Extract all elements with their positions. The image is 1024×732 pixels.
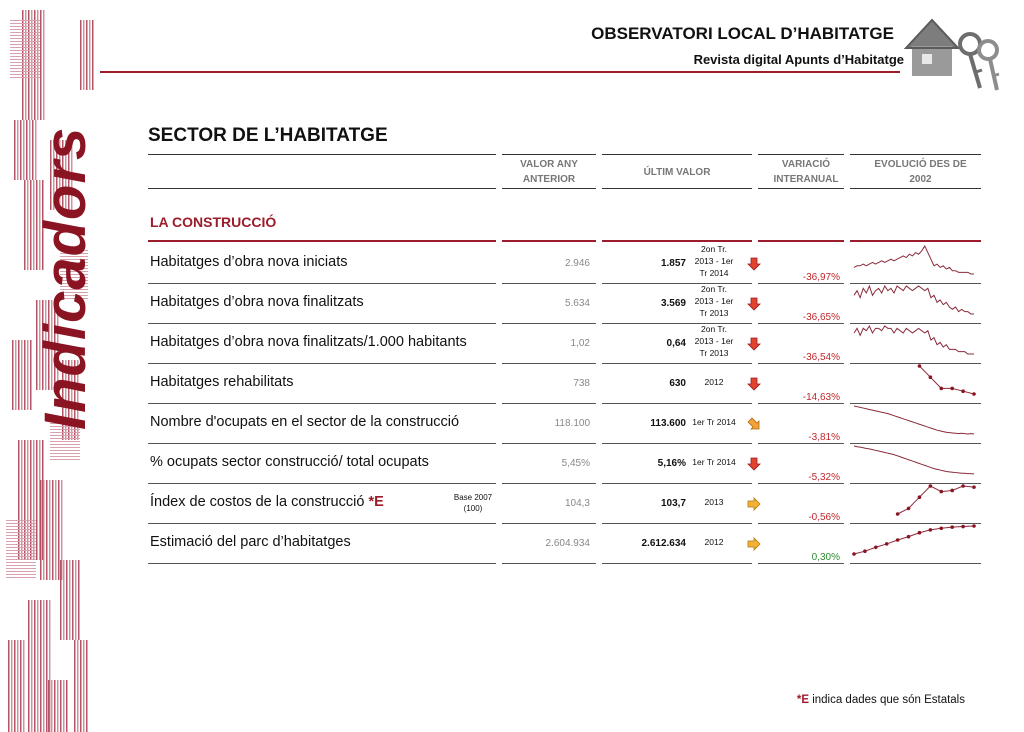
variation-value: -14,63% <box>802 392 840 403</box>
last-value: 0,64 <box>666 338 686 349</box>
row-rule <box>502 483 596 484</box>
row-rule <box>148 283 496 284</box>
prev-value: 2.604.934 <box>545 538 590 549</box>
variation-value: -36,97% <box>802 272 840 283</box>
house-keys-icon <box>900 10 1008 100</box>
period: 2012 <box>704 537 724 547</box>
col-header-variation: VARIACIÓ INTERANUAL <box>773 159 839 185</box>
sparkline-point <box>950 387 954 391</box>
subsection-rule <box>502 240 596 242</box>
row-rule <box>148 403 496 404</box>
row-rule <box>148 483 496 484</box>
row-rule <box>502 403 596 404</box>
col-header-last: ÚLTIM VALOR <box>643 167 711 178</box>
subsection-rule <box>148 240 496 242</box>
row-rule <box>502 323 596 324</box>
sparkline-point <box>939 387 943 391</box>
prev-value: 2.946 <box>564 258 590 269</box>
sparkline-point <box>929 375 933 379</box>
period: 2on Tr. 2013 - 1er Tr 2013 <box>694 324 734 358</box>
prev-value: 5,45% <box>561 458 590 469</box>
variation-value: 0,30% <box>811 552 840 563</box>
header-rule <box>850 154 981 155</box>
header-rule <box>148 188 496 189</box>
row-rule <box>502 563 596 564</box>
footnote: *E indica dades que són Estatals <box>796 694 965 706</box>
row-label: Estimació del parc d’habitatges <box>150 534 351 550</box>
sparkline-line <box>854 286 974 314</box>
row-rule <box>602 443 752 444</box>
row-rule <box>502 523 596 524</box>
subsection-title: LA CONSTRUCCIÓ <box>150 214 277 230</box>
sparkline <box>850 402 978 440</box>
row-rule <box>148 323 496 324</box>
sparkline <box>850 482 978 520</box>
variation-value: -0,56% <box>808 512 840 523</box>
sparkline-point <box>972 524 976 528</box>
sparkline-point <box>907 507 911 511</box>
last-value: 113.600 <box>650 418 686 429</box>
row-label: Habitatges rehabilitats <box>150 374 294 390</box>
row-rule <box>758 563 844 564</box>
header-rule <box>602 188 752 189</box>
sparkline <box>850 282 978 320</box>
row-rule <box>758 283 844 284</box>
row-rule <box>758 323 844 324</box>
last-value: 1.857 <box>660 258 686 269</box>
row-label: Índex de costos de la construcció *E <box>150 494 384 510</box>
sparkline <box>850 242 978 280</box>
row-label: Habitatges d’obra nova finalitzats/1.000 habitants <box>150 334 467 350</box>
sparkline-point <box>929 484 933 488</box>
sparkline <box>850 322 978 360</box>
header-title: OBSERVATORI LOCAL D’HABITATGE <box>591 24 894 43</box>
sparkline-line <box>854 406 974 434</box>
row-label: Habitatges d’obra nova finalitzats <box>150 294 364 310</box>
period: 2013 <box>704 497 724 507</box>
sparkline-point <box>972 485 976 489</box>
col-header-evolution: EVOLUCIÓ DES DE 2002 <box>874 159 967 185</box>
row-rule <box>502 363 596 364</box>
row-rule <box>758 363 844 364</box>
row-rule <box>148 563 496 564</box>
arrow-down-icon <box>747 337 761 351</box>
row-rule <box>758 523 844 524</box>
section-title: SECTOR DE L’HABITATGE <box>148 125 388 146</box>
arrow-down-icon <box>747 457 761 471</box>
period: 1er Tr 2014 <box>692 457 736 467</box>
sparkline-point <box>863 549 867 553</box>
header-rule <box>502 154 596 155</box>
row-rule <box>758 443 844 444</box>
row-rule <box>758 403 844 404</box>
sparkline-line <box>919 366 974 394</box>
row-rule <box>602 403 752 404</box>
sparkline-point <box>907 535 911 539</box>
header-rule <box>758 188 844 189</box>
sparkline <box>850 522 978 560</box>
col-header-prev: VALOR ANY ANTERIOR <box>520 159 578 185</box>
last-value: 103,7 <box>660 498 686 509</box>
subsection-rule <box>758 240 844 242</box>
last-value: 3.569 <box>660 298 686 309</box>
arrow-right-icon <box>747 497 761 511</box>
row-rule <box>602 563 752 564</box>
header-divider <box>100 71 900 73</box>
header-subtitle: Revista digital Apunts d’Habitatge <box>693 52 904 67</box>
row-rule <box>148 363 496 364</box>
row-rule <box>148 523 496 524</box>
row-rule <box>502 283 596 284</box>
sparkline-point <box>929 528 933 532</box>
header-rule <box>602 154 752 155</box>
prev-value: 738 <box>573 378 590 389</box>
variation-value: -36,65% <box>802 312 840 323</box>
header-rule <box>850 188 981 189</box>
header-rule <box>148 154 496 155</box>
row-rule <box>148 443 496 444</box>
arrow-down-icon <box>747 257 761 271</box>
sparkline-point <box>939 490 943 494</box>
sparkline-point <box>972 392 976 396</box>
arrow-down-icon <box>747 297 761 311</box>
variation-value: -36,54% <box>802 352 840 363</box>
sparkline-point <box>939 526 943 530</box>
arrow-down-icon <box>747 377 761 391</box>
sparkline <box>850 442 978 480</box>
row-rule <box>758 483 844 484</box>
subsection-rule <box>602 240 752 242</box>
sparkline-line <box>854 246 974 274</box>
sparkline-line <box>854 326 974 354</box>
sparkline-line <box>854 526 974 554</box>
prev-value: 104,3 <box>564 498 590 509</box>
last-value: 2.612.634 <box>641 538 686 549</box>
sparkline-point <box>918 495 922 499</box>
row-label: Habitatges d’obra nova iniciats <box>150 254 348 270</box>
variation-value: -3,81% <box>808 432 840 443</box>
period: 2012 <box>704 377 724 387</box>
row-rule <box>602 363 752 364</box>
base-note: Base 2007 (100) <box>453 493 493 513</box>
variation-value: -5,32% <box>808 472 840 483</box>
arrow-right-icon <box>747 537 761 551</box>
sparkline-point <box>852 552 856 556</box>
period: 2on Tr. 2013 - 1er Tr 2013 <box>694 284 734 318</box>
row-rule <box>850 563 981 564</box>
row-rule <box>502 443 596 444</box>
row-label: % ocupats sector construcció/ total ocupats <box>150 454 429 470</box>
row-label: Nombre d'ocupats en el sector de la construcció <box>150 414 460 430</box>
prev-value: 5.634 <box>564 298 590 309</box>
header-rule <box>502 188 596 189</box>
last-value: 5,16% <box>657 458 686 469</box>
sparkline-point <box>950 489 954 493</box>
sparkline-point <box>961 484 965 488</box>
sparkline-point <box>896 538 900 542</box>
sparkline-point <box>918 364 922 368</box>
last-value: 630 <box>669 378 686 389</box>
sparkline-point <box>961 389 965 393</box>
estatal-marker: *E <box>368 494 384 510</box>
period: 1er Tr 2014 <box>692 417 736 427</box>
sparkline-point <box>950 525 954 529</box>
prev-value: 1,02 <box>570 338 590 349</box>
period: 2on Tr. 2013 - 1er Tr 2014 <box>694 244 734 278</box>
arrow-down-right-icon <box>747 417 761 431</box>
sparkline-point <box>874 545 878 549</box>
prev-value: 118.100 <box>554 418 590 429</box>
row-rule <box>602 483 752 484</box>
sparkline-point <box>918 531 922 535</box>
sparkline-line <box>854 446 974 474</box>
row-rule <box>602 523 752 524</box>
sparkline <box>850 362 978 400</box>
header-rule <box>758 154 844 155</box>
sparkline-point <box>961 525 965 529</box>
sparkline-point <box>885 542 889 546</box>
sparkline-point <box>896 512 900 516</box>
